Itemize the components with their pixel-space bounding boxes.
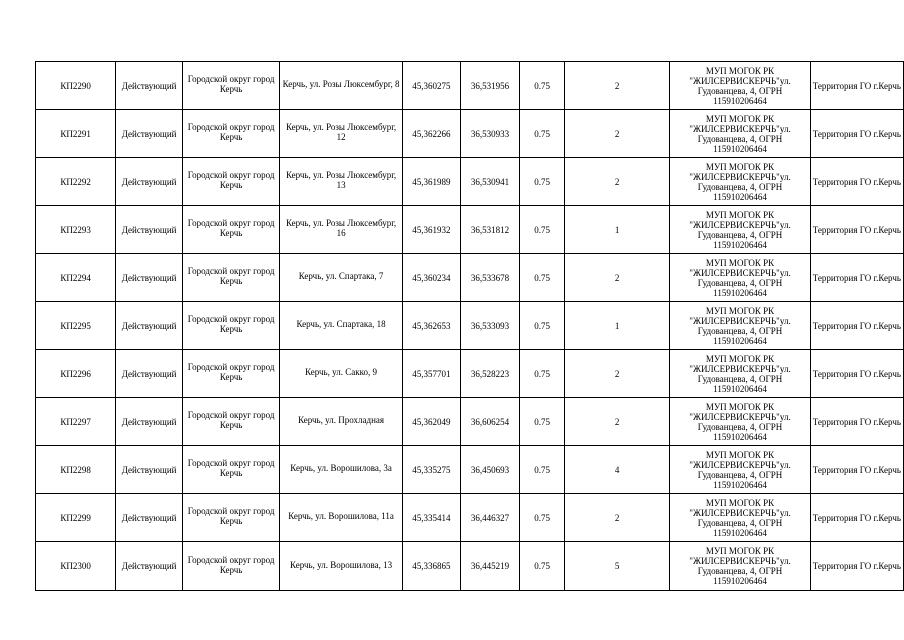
address-text: Керчь, ул. Розы Люксембург, 8 <box>282 79 400 89</box>
point-id-cell: КП2297 <box>36 398 116 446</box>
territory-cell: Территория ГО г.Керчь <box>810 302 903 350</box>
address-text: Керчь, ул. Розы Люксембург, 13 <box>285 170 397 190</box>
territory-cell: Территория ГО г.Керчь <box>810 206 903 254</box>
status-cell: Действующий <box>116 446 183 494</box>
status-cell: Действующий <box>116 302 183 350</box>
territory-cell: Территория ГО г.Керчь <box>810 398 903 446</box>
status-cell: Действующий <box>116 110 183 158</box>
volume-cell: 0.75 <box>520 206 565 254</box>
point-id-cell: КП2293 <box>36 206 116 254</box>
table-body <box>36 62 904 591</box>
latitude-cell: 45,335275 <box>402 446 460 494</box>
municipality-text: Городской округ город Керчь <box>187 506 275 526</box>
latitude-cell: 45,361932 <box>402 206 460 254</box>
municipality-cell <box>183 302 280 350</box>
municipality-cell <box>183 110 280 158</box>
latitude-cell: 45,362653 <box>402 302 460 350</box>
municipality-cell <box>183 158 280 206</box>
address-cell <box>280 302 403 350</box>
point-id-cell: КП2290 <box>36 62 116 110</box>
container-count-cell: 2 <box>564 494 669 542</box>
municipality-text: Городской округ город Керчь <box>187 122 275 142</box>
volume-cell: 0.75 <box>520 446 565 494</box>
municipality-text: Городской округ город Керчь <box>187 314 275 334</box>
container-count-cell: 2 <box>564 110 669 158</box>
table-row <box>36 446 904 494</box>
territory-cell: Территория ГО г.Керчь <box>810 350 903 398</box>
table-row <box>36 398 904 446</box>
municipality-text: Городской округ город Керчь <box>187 362 275 382</box>
latitude-cell: 45,362049 <box>402 398 460 446</box>
municipality-cell <box>183 542 280 591</box>
latitude-cell: 45,357701 <box>402 350 460 398</box>
owner-cell: МУП МОГОК РК "ЖИЛСЕРВИСКЕРЧЬ"ул. Гудованцева, 4, ОГРН 115910206464 <box>670 110 810 158</box>
container-count-cell: 2 <box>564 350 669 398</box>
municipality-cell <box>183 350 280 398</box>
address-cell <box>280 398 403 446</box>
owner-cell: МУП МОГОК РК "ЖИЛСЕРВИСКЕРЧЬ"ул. Гудованцева, 4, ОГРН 115910206464 <box>670 494 810 542</box>
address-text: Керчь, ул. Ворошилова, 13 <box>290 559 393 570</box>
address-cell <box>280 350 403 398</box>
point-id-cell: КП2300 <box>36 542 116 591</box>
latitude-cell: 45,360275 <box>402 62 460 110</box>
volume-cell: 0.75 <box>520 110 565 158</box>
address-cell <box>280 254 403 302</box>
territory-cell: Территория ГО г.Керчь <box>810 110 903 158</box>
address-text: Керчь, ул. Ворошилова, 11а <box>288 511 394 521</box>
volume-cell: 0.75 <box>520 494 565 542</box>
longitude-cell: 36,450693 <box>460 446 520 494</box>
volume-cell: 0.75 <box>520 398 565 446</box>
municipality-cell <box>183 206 280 254</box>
status-cell: Действующий <box>116 158 183 206</box>
container-count-cell: 5 <box>564 542 669 591</box>
longitude-cell: 36,533093 <box>460 302 520 350</box>
table-row <box>36 206 904 254</box>
address-text: Керчь, ул. Спартака, 18 <box>296 319 386 329</box>
latitude-cell: 45,360234 <box>402 254 460 302</box>
longitude-cell: 36,533678 <box>460 254 520 302</box>
status-cell: Действующий <box>116 350 183 398</box>
municipality-text: Городской округ город Керчь <box>187 410 275 430</box>
latitude-cell: 45,336865 <box>402 542 460 591</box>
longitude-cell: 36,531956 <box>460 62 520 110</box>
address-cell <box>280 494 403 542</box>
table-row <box>36 110 904 158</box>
owner-cell: МУП МОГОК РК "ЖИЛСЕРВИСКЕРЧЬ"ул. Гудованцева, 4, ОГРН 115910206464 <box>670 158 810 206</box>
address-cell <box>280 110 403 158</box>
owner-cell: МУП МОГОК РК "ЖИЛСЕРВИСКЕРЧЬ"ул. Гудованцева, 4, ОГРН 115910206464 <box>670 62 810 110</box>
point-id-cell: КП2298 <box>36 446 116 494</box>
address-cell <box>280 542 403 591</box>
municipality-cell <box>183 254 280 302</box>
territory-cell: Территория ГО г.Керчь <box>810 254 903 302</box>
status-cell: Действующий <box>116 62 183 110</box>
municipality-text: Городской округ город Керчь <box>187 74 275 94</box>
table-row <box>36 542 904 591</box>
municipality-text: Городской округ город Керчь <box>187 554 275 575</box>
address-cell <box>280 158 403 206</box>
municipality-cell <box>183 494 280 542</box>
point-id-cell: КП2299 <box>36 494 116 542</box>
address-text: Керчь, ул. Розы Люксембург, 16 <box>285 218 397 238</box>
latitude-cell: 45,362266 <box>402 110 460 158</box>
point-id-cell: КП2292 <box>36 158 116 206</box>
container-count-cell: 2 <box>564 62 669 110</box>
territory-cell: Территория ГО г.Керчь <box>810 62 903 110</box>
status-cell: Действующий <box>116 254 183 302</box>
point-id-cell: КП2291 <box>36 110 116 158</box>
container-count-cell: 2 <box>564 398 669 446</box>
territory-cell: Территория ГО г.Керчь <box>810 494 903 542</box>
point-id-cell: КП2295 <box>36 302 116 350</box>
address-text: Керчь, ул. Прохладная <box>298 415 385 425</box>
volume-cell: 0.75 <box>520 62 565 110</box>
longitude-cell: 36,606254 <box>460 398 520 446</box>
address-cell <box>280 206 403 254</box>
latitude-cell: 45,335414 <box>402 494 460 542</box>
owner-cell: МУП МОГОК РК "ЖИЛСЕРВИСКЕРЧЬ"ул. Гудованцева, 4, ОГРН 115910206464 <box>670 398 810 446</box>
longitude-cell: 36,531812 <box>460 206 520 254</box>
address-text: Керчь, ул. Ворошилова, 3а <box>290 463 392 473</box>
owner-cell: МУП МОГОК РК "ЖИЛСЕРВИСКЕРЧЬ"ул. Гудованцева, 4, ОГРН 115910206464 <box>670 542 810 591</box>
territory-cell: Территория ГО г.Керчь <box>810 542 903 591</box>
status-cell: Действующий <box>116 206 183 254</box>
registry-table <box>35 61 904 591</box>
container-count-cell: 2 <box>564 158 669 206</box>
municipality-text: Городской округ город Керчь <box>187 218 275 238</box>
address-text: Керчь, ул. Розы Люксембург, 12 <box>285 122 397 142</box>
municipality-text: Городской округ город Керчь <box>187 170 275 190</box>
municipality-text: Городской округ город Керчь <box>187 266 275 286</box>
owner-cell: МУП МОГОК РК "ЖИЛСЕРВИСКЕРЧЬ"ул. Гудованцева, 4, ОГРН 115910206464 <box>670 206 810 254</box>
table-row <box>36 254 904 302</box>
container-count-cell: 1 <box>564 302 669 350</box>
territory-cell: Территория ГО г.Керчь <box>810 446 903 494</box>
point-id-cell: КП2296 <box>36 350 116 398</box>
municipality-cell <box>183 62 280 110</box>
municipality-cell <box>183 398 280 446</box>
table-row <box>36 158 904 206</box>
owner-cell: МУП МОГОК РК "ЖИЛСЕРВИСКЕРЧЬ"ул. Гудованцева, 4, ОГРН 115910206464 <box>670 302 810 350</box>
address-cell <box>280 62 403 110</box>
address-text: Керчь, ул. Спартака, 7 <box>298 271 384 281</box>
territory-cell: Территория ГО г.Керчь <box>810 158 903 206</box>
owner-cell: МУП МОГОК РК "ЖИЛСЕРВИСКЕРЧЬ"ул. Гудованцева, 4, ОГРН 115910206464 <box>670 446 810 494</box>
status-cell: Действующий <box>116 494 183 542</box>
longitude-cell: 36,530933 <box>460 110 520 158</box>
longitude-cell: 36,530941 <box>460 158 520 206</box>
status-cell: Действующий <box>116 542 183 591</box>
municipality-text: Городской округ город Керчь <box>187 458 275 478</box>
table-row <box>36 350 904 398</box>
table-row <box>36 494 904 542</box>
container-count-cell: 1 <box>564 206 669 254</box>
container-count-cell: 4 <box>564 446 669 494</box>
volume-cell: 0.75 <box>520 350 565 398</box>
volume-cell: 0.75 <box>520 254 565 302</box>
point-id-cell: КП2294 <box>36 254 116 302</box>
longitude-cell: 36,528223 <box>460 350 520 398</box>
address-cell <box>280 446 403 494</box>
owner-cell: МУП МОГОК РК "ЖИЛСЕРВИСКЕРЧЬ"ул. Гудованцева, 4, ОГРН 115910206464 <box>670 350 810 398</box>
owner-cell: МУП МОГОК РК "ЖИЛСЕРВИСКЕРЧЬ"ул. Гудованцева, 4, ОГРН 115910206464 <box>670 254 810 302</box>
status-cell: Действующий <box>116 398 183 446</box>
longitude-cell: 36,446327 <box>460 494 520 542</box>
volume-cell: 0.75 <box>520 302 565 350</box>
latitude-cell: 45,361989 <box>402 158 460 206</box>
address-text: Керчь, ул. Сакко, 9 <box>305 367 378 377</box>
table-row <box>36 302 904 350</box>
volume-cell: 0.75 <box>520 542 565 591</box>
volume-cell: 0.75 <box>520 158 565 206</box>
table-row <box>36 62 904 110</box>
longitude-cell: 36,445219 <box>460 542 520 591</box>
municipality-cell <box>183 446 280 494</box>
container-count-cell: 2 <box>564 254 669 302</box>
